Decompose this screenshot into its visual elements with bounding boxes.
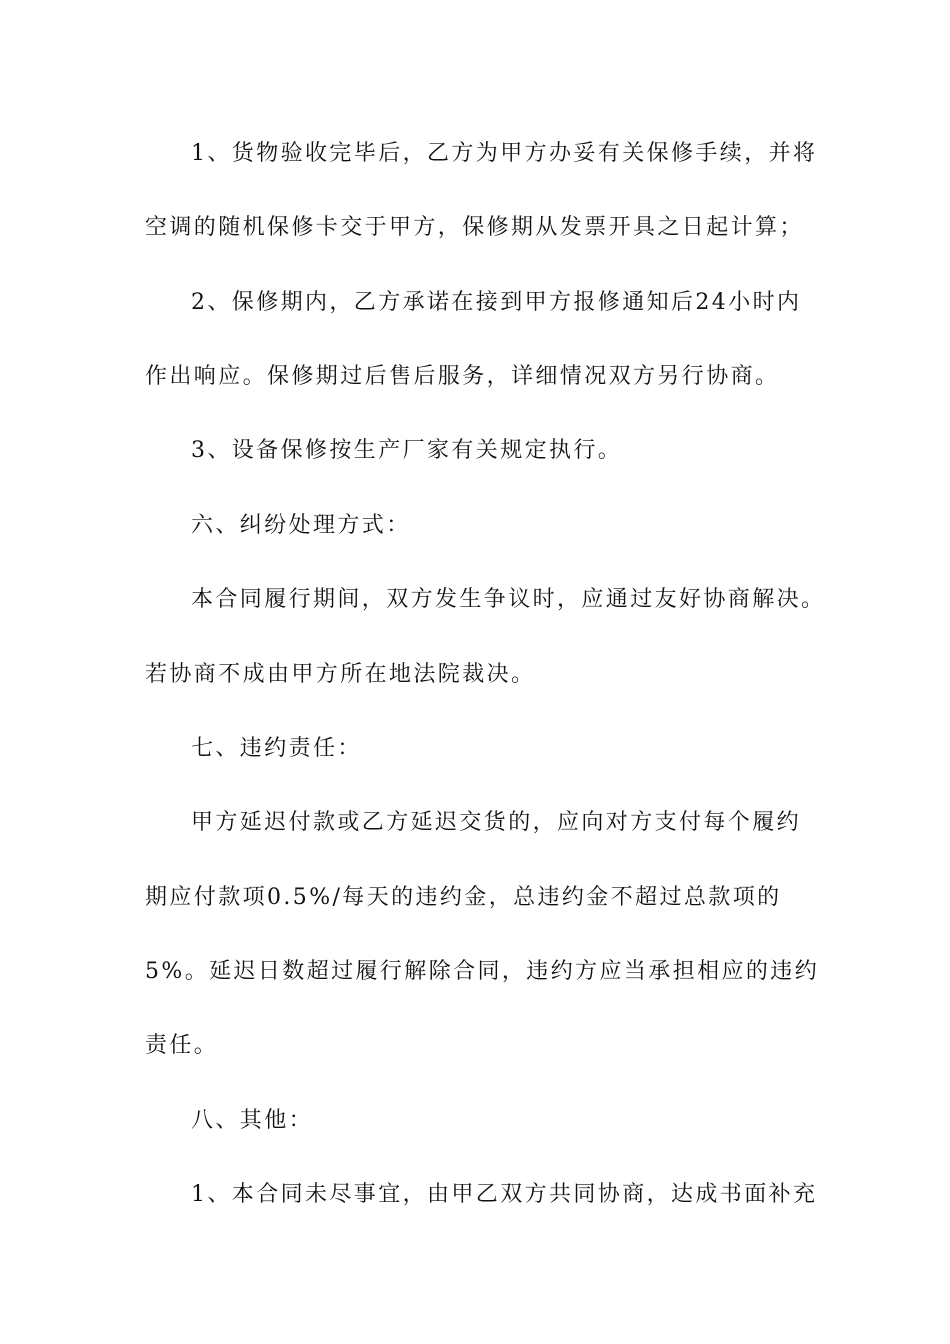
paragraph-line-15: 1、本合同未尽事宜，由甲乙双方共同协商，达成书面补充 [191,1182,818,1207]
paragraph-line-3: 2、保修期内，乙方承诺在接到甲方报修通知后24小时内 [191,290,802,315]
paragraph-line-11: 期应付款项0.5%/每天的违约金，总违约金不超过总款项的 [145,885,782,910]
paragraph-line-5: 3、设备保修按生产厂家有关规定执行。 [191,438,623,463]
paragraph-line-10: 甲方延迟付款或乙方延迟交货的，应向对方支付每个履约 [191,810,802,835]
paragraph-line-1: 1、货物验收完毕后，乙方为甲方办妥有关保修手续，并将 [191,141,818,166]
section-heading-liability: 七、违约责任： [191,736,362,761]
paragraph-line-2: 空调的随机保修卡交于甲方，保修期从发票开具之日起计算； [145,215,804,240]
paragraph-line-7: 本合同履行期间，双方发生争议时，应通过友好协商解决。 [191,587,826,612]
paragraph-line-4: 作出响应。保修期过后售后服务，详细情况双方另行协商。 [145,364,780,389]
paragraph-line-8: 若协商不成由甲方所在地法院裁决。 [145,662,536,687]
section-heading-dispute: 六、纠纷处理方式： [191,513,411,538]
paragraph-line-13: 责任。 [145,1033,219,1058]
section-heading-other: 八、其他： [191,1108,314,1133]
paragraph-line-12: 5%。延迟日数超过履行解除合同，违约方应当承担相应的违约 [145,959,820,984]
